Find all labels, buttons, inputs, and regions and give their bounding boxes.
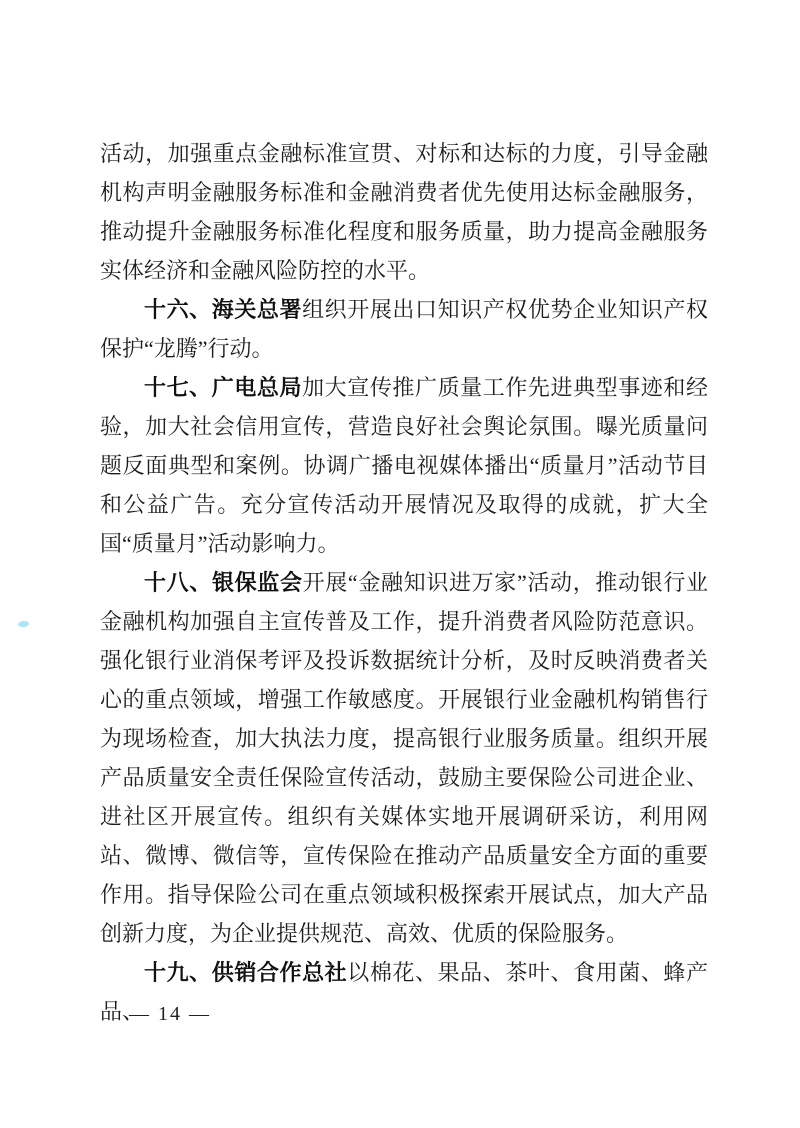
section-heading: 十八、银保监会 [144,570,303,595]
page-number: — 14 — [129,1003,211,1025]
scan-artifact-mark [18,620,30,627]
paragraph: 活动，加强重点金融标准宣贯、对标和达标的力度，引导金融机构声明金融服务标准和金融消费者优先使用达标金融服务，推动提升金融服务标准化程度和服务质量，助力提高金融服务实体经济和金融风险防控的水平。 [100,141,708,283]
paragraph: 十八、银保监会开展“金融知识进万家”活动，推动银行业金融机构加强自主宣传普及工作，提升消费者风险防范意识。强化银行业消保考评及投诉数据统计分析，及时反映消费者关心的重点领域，增强工作敏感度。开展银行业金融机构销售行为现场检查，加大执法力度，提高银行业服务质量。组织开展产品质量安全责任保险宣传活动，鼓励主要保险公司进企业、进社区开展宣传。组织有关媒体实地开展调研采访，利用网站、微博、微信等，宣传保险在推动产品质量安全方面的重要作用。指导保险公司在重点领域积极探索开展试点，加大产品创新力度，为企业提供规范、高效、优质的保险服务。 [100,570,708,946]
section-heading: 十九、供销合作总社 [144,960,348,985]
paragraph: 十七、广电总局加大宣传推广质量工作先进典型事迹和经验，加大社会信用宣传，营造良好社会舆论氛围。曝光质量问题反面典型和案例。协调广播电视媒体播出“质量月”活动节目和公益广告。充分宣传活动开展情况及取得的成就，扩大全国“质量月”活动影响力。 [100,375,708,556]
document-body [100,134,708,1031]
section-heading: 十六、海关总署 [144,297,303,322]
paragraph: 十六、海关总署组织开展出口知识产权优势企业知识产权保护“龙腾”行动。 [100,297,708,361]
paragraph: 十九、供销合作总社以棉花、果品、茶叶、食用菌、蜂产品、 [100,960,708,1024]
section-heading: 十七、广电总局 [144,375,303,400]
